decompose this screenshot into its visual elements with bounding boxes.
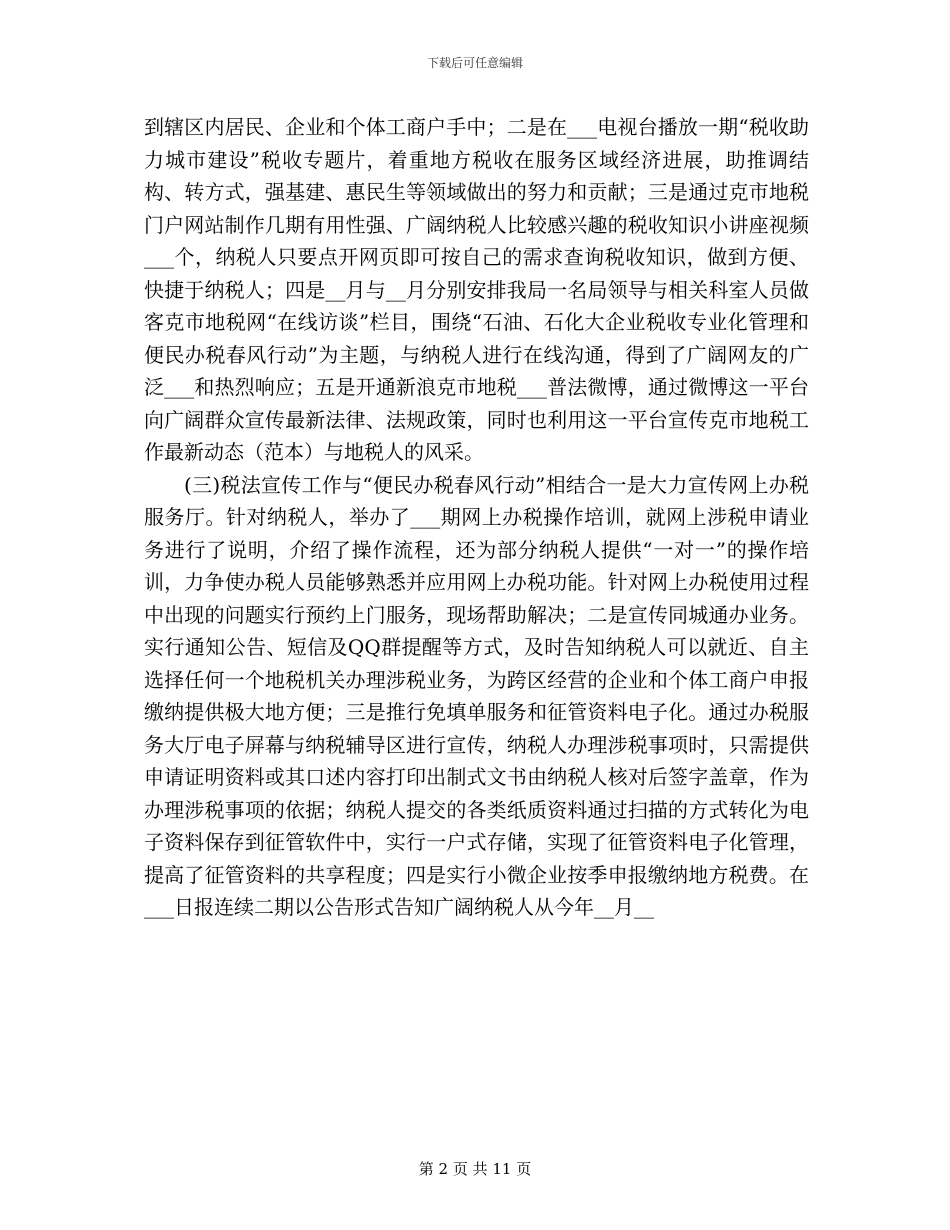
paragraph-2: (三)税法宣传工作与“便民办税春风行动”相结合一是大力宣传网上办税服务厅。针对纳税人，举办了___期网上办税操作培训，就网上涉税申请业务进行了说明，介绍了操作流程，还为部分纳税人提供“一对一”的操作培训，力争使办税人员能够熟悉并应用网上办税功能。针对网上办税使用过程中出现的问题实行预约上门服务，现场帮助解决；二是宣传同城通办业务。实行通知公告、短信及QQ群提醒等方式，及时告知纳税人可以就近、自主选择任何一个地税机关办理涉税业务，为跨区经营的企业和个体工商户申报缴纳提供极大地方便；三是推行免填单服务和征管资料电子化。通过办税服务大厅电子屏幕与纳税辅导区进行宣传，纳税人办理涉税事项时，只需提供申请证明资料或其口述内容打印出制式文书由纳税人核对后签字盖章，作为办理涉税事项的依据；纳税人提交的各类纸质资料通过扫描的方式转化为电子资料保存到征管软件中，实行一户式存储，实现了征管资料电子化管理，提高了征管资料的共享程度；四是实行小微企业按季申报缴纳地方税费。在___日报连续二期以公告形式告知广阔纳税人从今年__月__ (144, 472, 809, 919)
page-header: 下载后可任意编辑 (426, 56, 523, 70)
paragraph-1: 到辖区内居民、企业和个体工商户手中；二是在___电视台播放一期“税收助力城市建设”税收专题片，着重地方税收在服务区域经济进展，助推调结构、转方式，强基建、惠民生等领域做出的努力和贡献；三是通过克市地税门户网站制作几期有用性强、广阔纳税人比较感兴趣的税收知识小讲座视频___个，纳税人只要点开网页即可按自己的需求查询税收知识，做到方便、快捷于纳税人；四是__月与__月分别安排我局一名局领导与相关科室人员做客克市地税网“在线访谈”栏目，围绕“石油、石化大企业税收专业化管理和便民办税春风行动”为主题，与纳税人进行在线沟通，得到了广阔网友的广泛___和热烈响应；五是开通新浪克市地税___普法微博，通过微博这一平台向广阔群众宣传最新法律、法规政策，同时也利用这一平台宣传克市地税工作最新动态（范本）与地税人的风采。 (144, 115, 809, 464)
document-body (144, 111, 809, 924)
page-footer: 第 2 页 共 11 页 (418, 1160, 532, 1178)
